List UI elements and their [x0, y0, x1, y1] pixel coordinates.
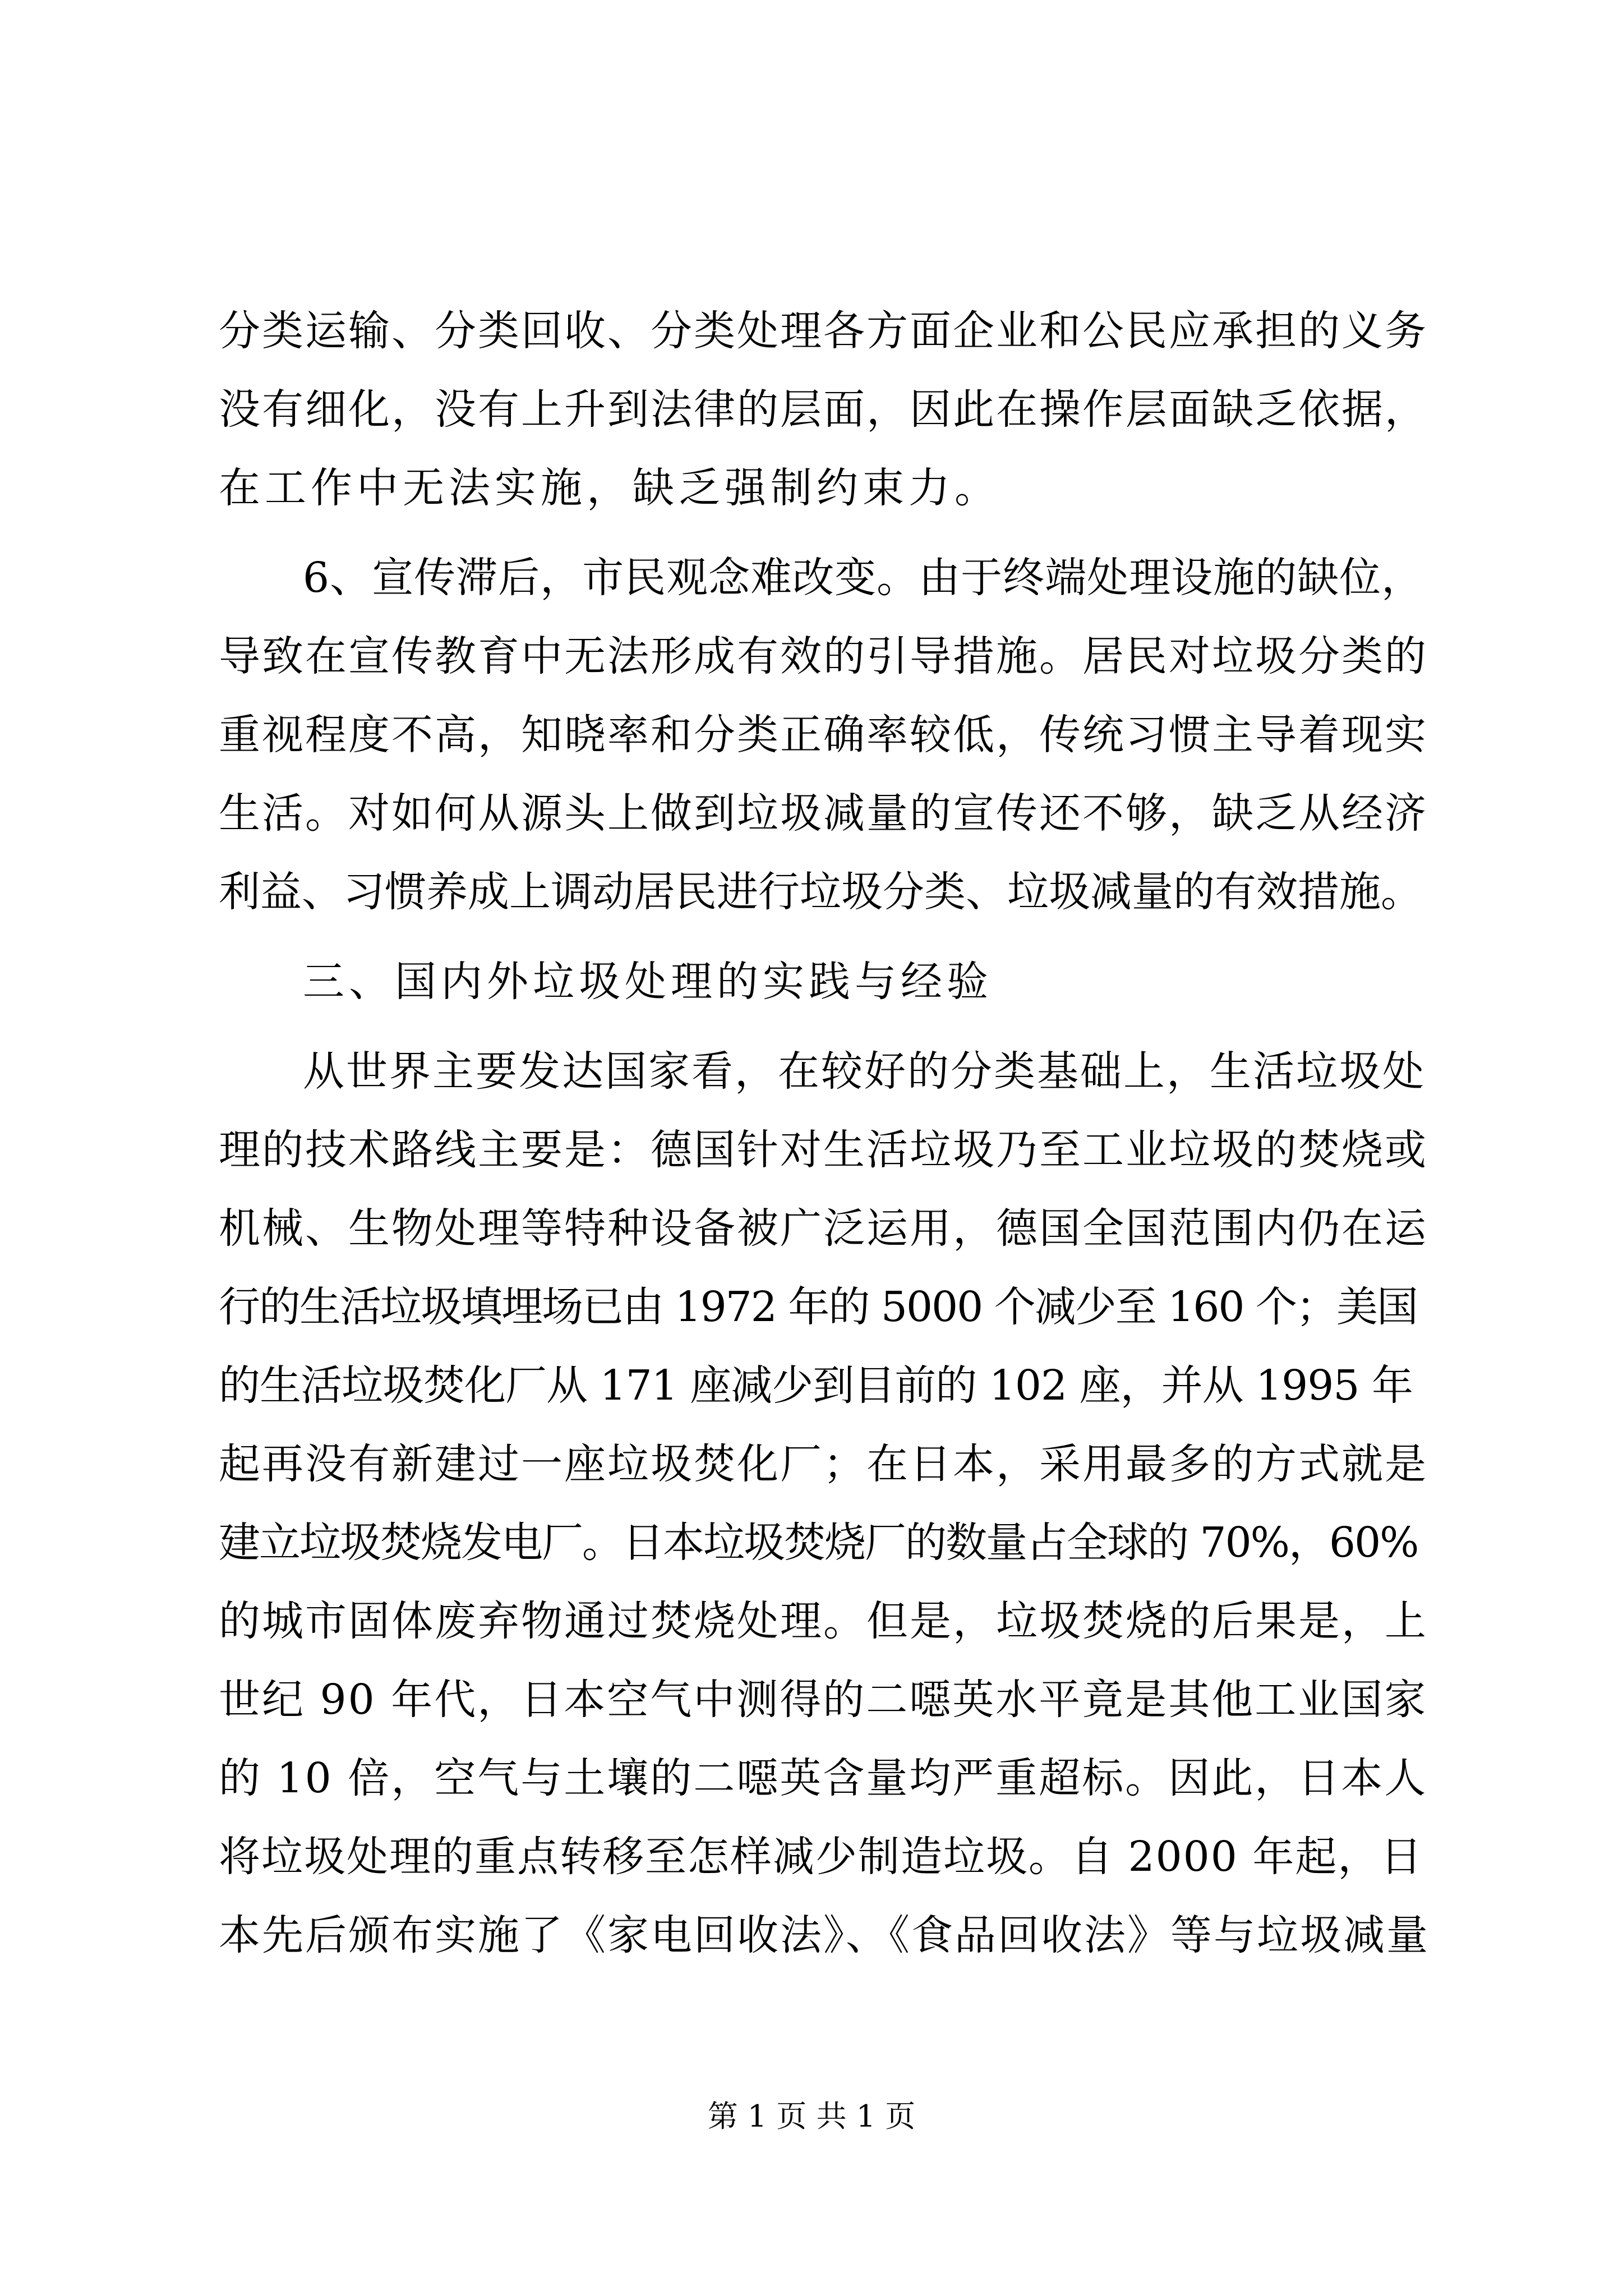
paragraph-first-line: 从世界主要发达国家看，在较好的分类基础上，生活垃圾处	[303, 1047, 1426, 1096]
text-line: 导致在宣传教育中无法形成有效的引导措施。居民对垃圾分类的	[219, 632, 1428, 680]
text-line: 世纪 90 年代，日本空气中测得的二噁英水平竟是其他工业国家	[219, 1676, 1428, 1724]
text-line: 的生活垃圾焚化厂从 171 座减少到目前的 102 座，并从 1995 年	[219, 1361, 1413, 1410]
text-line: 没有细化，没有上升到法律的层面，因此在操作层面缺乏依据，	[219, 385, 1428, 434]
section-heading: 三、国内外垃圾处理的实践与经验	[303, 958, 993, 1006]
paragraph-first-line: 6、宣传滞后，市民观念难改变。由于终端处理设施的缺位，	[303, 554, 1424, 602]
text-line: 行的生活垃圾填埋场已由 1972 年的 5000 个减少至 160 个；美国	[219, 1283, 1418, 1331]
text-line: 的 10 倍，空气与土壤的二噁英含量均严重超标。因此，日本人	[219, 1754, 1428, 1802]
text-line: 建立垃圾焚烧发电厂。日本垃圾焚烧厂的数量占全球的 70%，60%	[219, 1519, 1418, 1567]
page-footer: 第 1 页 共 1 页	[707, 2099, 916, 2134]
text-line: 机械、生物处理等特种设备被广泛运用，德国全国范围内仍在运	[219, 1204, 1428, 1253]
text-line: 理的技术路线主要是：德国针对生活垃圾乃至工业垃圾的焚烧或	[219, 1126, 1428, 1174]
text-line: 生活。对如何从源头上做到垃圾减量的宣传还不够，缺乏从经济	[219, 789, 1428, 838]
text-line: 起再没有新建过一座垃圾焚化厂；在日本，采用最多的方式就是	[219, 1440, 1428, 1488]
text-line: 将垃圾处理的重点转移至怎样减少制造垃圾。自 2000 年起，日	[219, 1833, 1423, 1881]
text-line: 在工作中无法实施，缺乏强制约束力。	[219, 464, 1000, 512]
text-line: 重视程度不高，知晓率和分类正确率较低，传统习惯主导着现实	[219, 711, 1428, 759]
text-line: 分类运输、分类回收、分类处理各方面企业和公民应承担的义务	[219, 307, 1428, 355]
text-line: 利益、习惯养成上调动居民进行垃圾分类、垃圾减量的有效措施。	[219, 868, 1422, 916]
text-line: 的城市固体废弃物通过焚烧处理。但是，垃圾焚烧的后果是，上	[219, 1597, 1428, 1645]
text-line: 本先后颁布实施了《家电回收法》、《食品回收法》等与垃圾减量	[219, 1911, 1430, 1959]
